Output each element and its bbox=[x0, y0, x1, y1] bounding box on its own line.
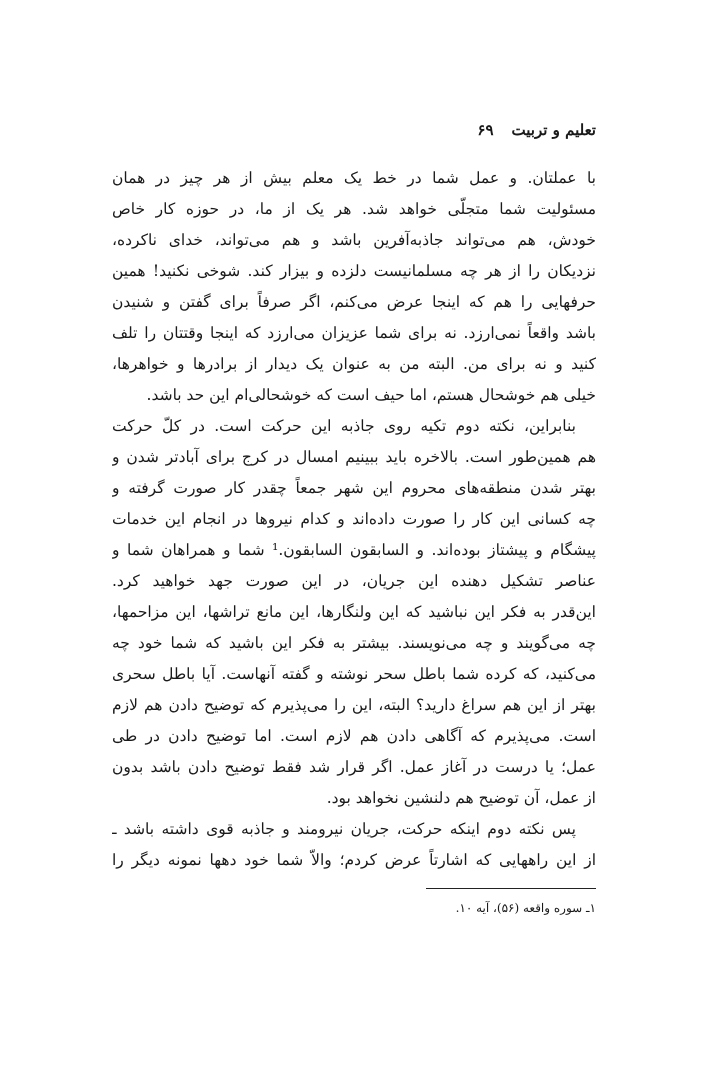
text-line: مسئولیت شما متجلّی خواهد شد. هر یک از ما، در حوزه کار خاص bbox=[112, 200, 596, 218]
main-text bbox=[112, 163, 596, 876]
running-header bbox=[477, 121, 596, 139]
text-line: با عملتان. و عمل شما در خط یک معلم بیش از هر چیز در همان bbox=[112, 169, 596, 187]
text-line: خیلی هم خوشحال هستم، اما حیف است که خوشحالی‌ام این حد باشد. bbox=[146, 386, 596, 404]
text-line: باشد واقعاً نمی‌ارزد. نه برای شما عزیزان می‌ارزد که اینجا وقتتان را تلف bbox=[112, 324, 596, 342]
text-line: این‌قدر به فکر این نباشید که این ولنگارها، این مانع تراشها، این مزاحمها، bbox=[112, 603, 596, 621]
text-line: حرفهایی را هم که اینجا عرض می‌کنم، اگر صرفاً برای گفتن و شنیدن bbox=[112, 293, 596, 311]
text-line: عناصر تشکیل دهنده این جریان، در این صورت جهد خواهید کرد. bbox=[112, 572, 596, 590]
text-line: می‌کنید، که کرده شما باطل سحر نوشته و گفته آنهاست. آیا باطل سحری bbox=[112, 665, 596, 683]
text-line: عمل؛ یا درست در آغاز عمل. اگر قرار شد فقط توضیح دادن باشد بدون bbox=[112, 758, 596, 776]
text-line: چه کسانی این کار را صورت داده‌اند و کدام نیروها در انجام این خدمات bbox=[112, 510, 596, 528]
text-line: هم همین‌طور است. بالاخره باید ببینیم امسال در کرج برای آبادتر شدن و bbox=[112, 448, 596, 466]
page-number: ۶۹ bbox=[477, 121, 494, 139]
footnote-divider bbox=[426, 888, 596, 889]
text-line: بنابراین، نکته دوم تکیه روی جاذبه این حرکت است. در کلّ حرکت bbox=[112, 417, 576, 435]
text-line: خودش، هم می‌تواند جاذبه‌آفرین باشد و هم می‌تواند، خدای ناکرده، bbox=[112, 231, 596, 249]
text-line: بهتر از این هم سراغ دارید؟ البته، این را می‌پذیرم که توضیح دادن هم لازم bbox=[112, 696, 596, 714]
text-line: کنید و نه برای من. البته من به عنوان یک دیدار از برادرها و خواهرها، bbox=[112, 355, 596, 373]
text-line: است. می‌پذیرم که آگاهی دادن هم لازم است. اما توضیح دادن در طی bbox=[112, 727, 596, 745]
header-title: تعلیم و تربیت bbox=[511, 121, 596, 139]
text-line: از عمل، آن توضیح هم دلنشین نخواهد بود. bbox=[326, 789, 596, 807]
text-line: نزدیکان را از هر چه مسلمانیست دلزده و بیزار کند. شوخی نکنید! همین bbox=[112, 262, 596, 280]
footnote: ۱ـ سوره واقعه (۵۶)، آیه ۱۰. bbox=[455, 901, 596, 915]
text-line: پس نکته دوم اینکه حرکت، جریان نیرومند و جاذبه قوی داشته باشد ـ bbox=[112, 820, 576, 838]
text-line: بهتر شدن منطقه‌های محروم این شهر جمعاً چقدر کار صورت گرفته و bbox=[112, 479, 596, 497]
text-line: چه می‌گویند و چه می‌نویسند. بیشتر به فکر این باشید که شما خود چه bbox=[112, 634, 596, 652]
text-line: پیشگام و پیشتاز بوده‌اند. و السابقون السابقون.¹ شما و همراهان شما و bbox=[112, 541, 596, 559]
text-line: از این راههایی که اشارتاً عرض کردم؛ والاّ شما خود دهها نمونه دیگر را bbox=[112, 851, 596, 869]
